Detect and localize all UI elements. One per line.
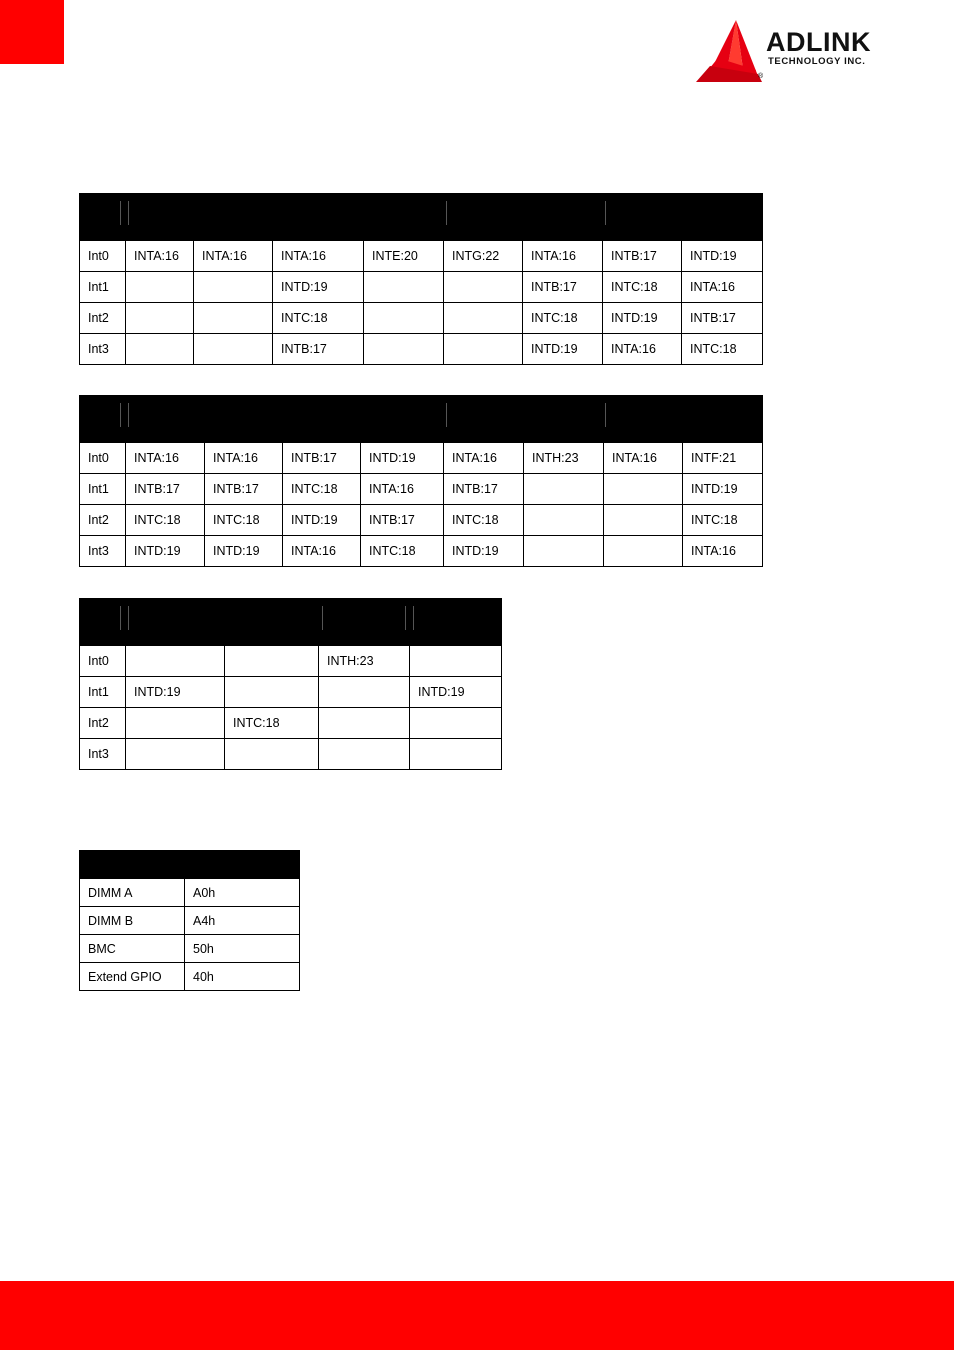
irq-cell [319, 677, 410, 708]
header-divider [322, 606, 323, 630]
irq-cell [444, 334, 523, 365]
irq-cell: INTB:17 [273, 334, 364, 365]
row-label: Int3 [80, 334, 126, 365]
header-divider [413, 606, 414, 630]
irq-cell: INTC:18 [273, 303, 364, 334]
irq-cell [225, 646, 319, 677]
irq-cell: INTD:19 [273, 272, 364, 303]
table-header-row [80, 194, 763, 241]
irq-cell: INTA:16 [361, 474, 444, 505]
irq-cell: INTD:19 [603, 303, 682, 334]
table-row [80, 907, 300, 935]
irq-cell [194, 303, 273, 334]
irq-cell: INTB:17 [361, 505, 444, 536]
adlink-triangle-icon [696, 18, 766, 84]
irq-cell: INTB:17 [682, 303, 763, 334]
header-divider [446, 201, 447, 225]
irq-cell [604, 474, 683, 505]
table-row [80, 303, 763, 334]
irq-cell: INTC:18 [682, 334, 763, 365]
irq-cell: INTD:19 [523, 334, 603, 365]
irq-cell: INTA:16 [604, 443, 683, 474]
table-header-row [80, 599, 502, 646]
brand-tagline: TECHNOLOGY INC. [768, 56, 866, 67]
table-row [80, 739, 502, 770]
header-cell [80, 851, 300, 879]
irq-cell: INTB:17 [126, 474, 205, 505]
header-divider [120, 606, 121, 630]
irq-cell: INTC:18 [523, 303, 603, 334]
irq-routing-table-2 [79, 395, 763, 567]
irq-cell: INTA:16 [126, 443, 205, 474]
irq-cell: INTB:17 [603, 241, 682, 272]
irq-routing-table-3 [79, 598, 502, 770]
irq-routing-table-1 [79, 193, 763, 365]
irq-cell [444, 303, 523, 334]
irq-cell: INTH:23 [319, 646, 410, 677]
row-label: Int2 [80, 708, 126, 739]
smbus-address-cell: A0h [185, 879, 300, 907]
irq-cell: INTA:16 [683, 536, 763, 567]
row-label: Int0 [80, 241, 126, 272]
irq-cell [410, 646, 502, 677]
irq-cell: INTD:19 [126, 536, 205, 567]
table-header-row [80, 851, 300, 879]
header-divider [446, 403, 447, 427]
irq-cell: INTD:19 [444, 536, 524, 567]
irq-cell [126, 646, 225, 677]
table-row [80, 935, 300, 963]
irq-cell [194, 272, 273, 303]
corner-accent-block [0, 0, 64, 64]
irq-cell: INTC:18 [283, 474, 361, 505]
header-divider [605, 403, 606, 427]
irq-cell: INTC:18 [683, 505, 763, 536]
irq-cell: INTA:16 [603, 334, 682, 365]
table-row [80, 505, 763, 536]
row-label: Int1 [80, 677, 126, 708]
irq-cell: INTE:20 [364, 241, 444, 272]
smbus-device-cell: Extend GPIO [80, 963, 185, 991]
irq-cell [410, 739, 502, 770]
irq-cell: INTD:19 [126, 677, 225, 708]
irq-cell [319, 708, 410, 739]
footer-accent-bar [0, 1281, 954, 1350]
irq-cell [524, 474, 604, 505]
table-row [80, 677, 502, 708]
irq-cell: INTC:18 [361, 536, 444, 567]
irq-cell: INTC:18 [603, 272, 682, 303]
table-row [80, 241, 763, 272]
smbus-address-cell: A4h [185, 907, 300, 935]
irq-cell [126, 708, 225, 739]
irq-cell: INTC:18 [444, 505, 524, 536]
header-divider [405, 606, 406, 630]
irq-cell [319, 739, 410, 770]
registered-mark: ® [758, 73, 764, 80]
row-label: Int2 [80, 505, 126, 536]
irq-cell: INTD:19 [361, 443, 444, 474]
irq-cell: INTA:16 [273, 241, 364, 272]
smbus-device-cell: BMC [80, 935, 185, 963]
adlink-logo [696, 18, 908, 84]
header-divider [120, 403, 121, 427]
table-row [80, 963, 300, 991]
irq-cell: INTD:19 [682, 241, 763, 272]
table-row [80, 879, 300, 907]
irq-cell: INTD:19 [410, 677, 502, 708]
smbus-address-cell: 40h [185, 963, 300, 991]
irq-cell: INTH:23 [524, 443, 604, 474]
irq-cell [444, 272, 523, 303]
irq-cell [126, 303, 194, 334]
irq-cell: INTG:22 [444, 241, 523, 272]
row-label: Int0 [80, 646, 126, 677]
irq-cell [364, 303, 444, 334]
header-divider [128, 201, 129, 225]
irq-cell: INTA:16 [205, 443, 283, 474]
irq-cell: INTB:17 [283, 443, 361, 474]
row-label: Int1 [80, 474, 126, 505]
table-row [80, 646, 502, 677]
irq-cell [524, 536, 604, 567]
header-cell [80, 396, 763, 443]
irq-cell: INTD:19 [683, 474, 763, 505]
irq-cell [364, 334, 444, 365]
row-label: Int0 [80, 443, 126, 474]
row-label: Int1 [80, 272, 126, 303]
irq-cell [410, 708, 502, 739]
irq-cell: INTC:18 [205, 505, 283, 536]
irq-cell [126, 272, 194, 303]
header-divider [120, 201, 121, 225]
smbus-address-table [79, 850, 300, 991]
irq-cell: INTA:16 [194, 241, 273, 272]
irq-cell [194, 334, 273, 365]
row-label: Int3 [80, 739, 126, 770]
header-divider [605, 201, 606, 225]
irq-cell [604, 505, 683, 536]
header-divider [128, 606, 129, 630]
irq-cell: INTC:18 [126, 505, 205, 536]
irq-cell: INTD:19 [205, 536, 283, 567]
header-divider [128, 403, 129, 427]
irq-cell [225, 739, 319, 770]
header-cell [80, 599, 502, 646]
table-row [80, 708, 502, 739]
irq-cell: INTF:21 [683, 443, 763, 474]
header-cell [80, 194, 763, 241]
table-row [80, 272, 763, 303]
irq-cell: INTA:16 [283, 536, 361, 567]
smbus-address-cell: 50h [185, 935, 300, 963]
table-row [80, 334, 763, 365]
table-header-row [80, 396, 763, 443]
irq-cell: INTB:17 [205, 474, 283, 505]
irq-cell: INTA:16 [444, 443, 524, 474]
smbus-device-cell: DIMM A [80, 879, 185, 907]
irq-cell: INTA:16 [682, 272, 763, 303]
row-label: Int2 [80, 303, 126, 334]
irq-cell [364, 272, 444, 303]
irq-cell [126, 334, 194, 365]
row-label: Int3 [80, 536, 126, 567]
irq-cell: INTB:17 [444, 474, 524, 505]
irq-cell [126, 739, 225, 770]
irq-cell [604, 536, 683, 567]
smbus-device-cell: DIMM B [80, 907, 185, 935]
irq-cell [225, 677, 319, 708]
table-row [80, 536, 763, 567]
irq-cell: INTC:18 [225, 708, 319, 739]
irq-cell [524, 505, 604, 536]
irq-cell: INTB:17 [523, 272, 603, 303]
brand-name: ADLINK [766, 27, 871, 57]
irq-cell: INTA:16 [126, 241, 194, 272]
table-row [80, 474, 763, 505]
table-row [80, 443, 763, 474]
irq-cell: INTD:19 [283, 505, 361, 536]
irq-cell: INTA:16 [523, 241, 603, 272]
